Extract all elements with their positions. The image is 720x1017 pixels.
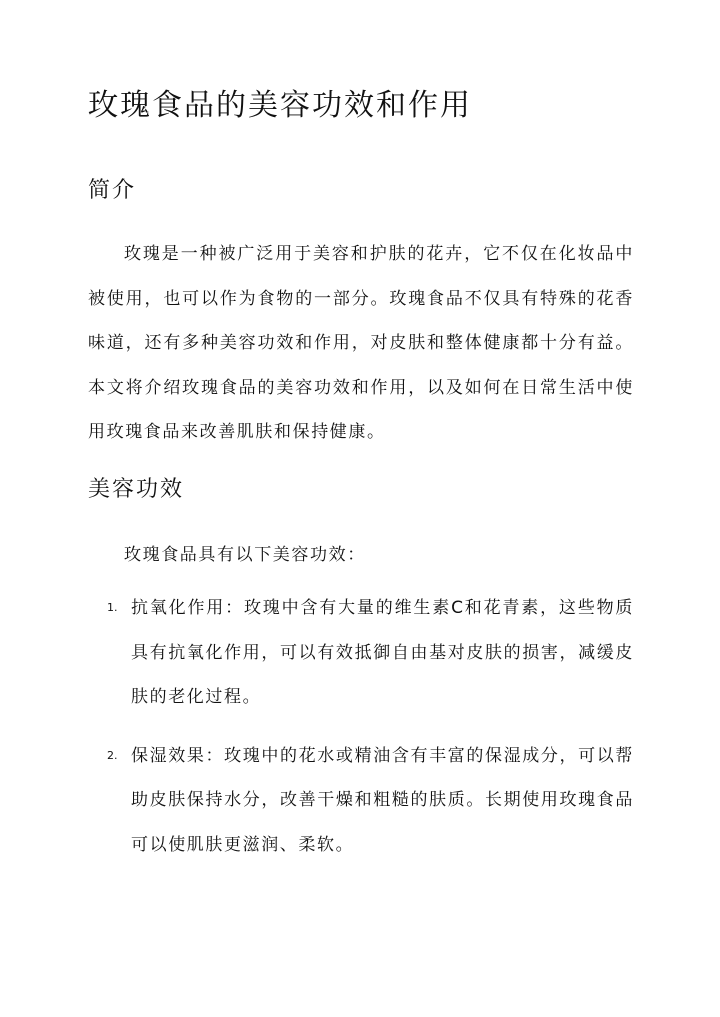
page-title: 玫瑰食品的美容功效和作用 [88, 88, 472, 123]
intro-paragraph: 玫瑰是一种被广泛用于美容和护肤的花卉，它不仅在化妆品中被使用，也可以作为食物的一部分。玫瑰食品不仅具有特殊的花香味道，还有多种美容功效和作用，对皮肤和整体健康都十分有益。本文将介绍玫瑰食品的美容功效和作用，以及如何在日常生活中使用玫瑰食品来改善肌肤和保持健康。 [88, 244, 634, 442]
section-heading-beauty-effects: 美容功效 [88, 477, 185, 502]
beauty-effects-lead: 玫瑰食品具有以下美容功效： [124, 545, 366, 565]
section-heading-intro: 简介 [88, 178, 137, 203]
list-item-number: 1. [107, 601, 118, 614]
list-item [88, 586, 634, 720]
list-item-number: 2. [107, 748, 118, 762]
list-item [88, 734, 634, 868]
beauty-effects-list [88, 586, 634, 867]
list-item-text: 保湿效果：玫瑰中的花水或精油含有丰富的保湿成分，可以帮助皮肤保持水分，改善干燥和粗糙的肤质。长期使用玫瑰食品可以使肌肤更滋润、柔软。 [131, 745, 634, 855]
list-item-text: 抗氧化作用：玫瑰中含有大量的维生素C和花青素，这些物质具有抗氧化作用，可以有效抵御自由基对皮肤的损害，减缓皮肤的老化过程。 [131, 598, 634, 707]
